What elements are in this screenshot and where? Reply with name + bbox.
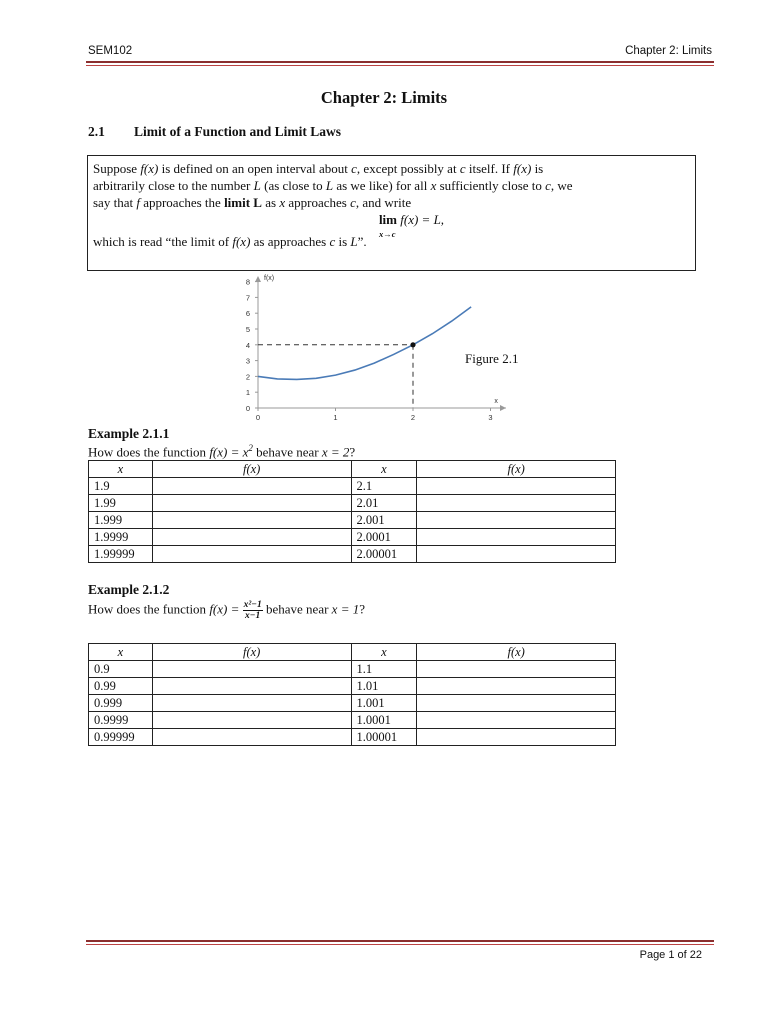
table-cell: 1.99999	[89, 546, 153, 563]
example-2-header-3: f(x)	[417, 644, 616, 661]
table-cell: 0.9	[89, 661, 153, 678]
table-cell: 1.001	[351, 695, 417, 712]
definition-line-1: Suppose f(x) is defined on an open interval about c, except possibly at c itself. If f(x) is	[93, 161, 544, 176]
example-2-header-2: x	[351, 644, 417, 661]
y-tick-label: 0	[245, 404, 250, 413]
section-number: 2.1	[88, 124, 105, 139]
table-row	[89, 529, 616, 546]
table-row	[89, 695, 616, 712]
y-tick-label: 6	[245, 309, 250, 319]
table-cell	[417, 661, 616, 678]
section-heading	[88, 124, 341, 140]
example-1-header-0: x	[89, 461, 153, 478]
header-chapter: Chapter 2: Limits	[625, 45, 712, 57]
table-cell: 1.999	[89, 512, 153, 529]
table-cell	[417, 712, 616, 729]
example-1-header-3: f(x)	[417, 461, 616, 478]
table-cell	[152, 661, 351, 678]
header-course-code: SEM102	[88, 45, 133, 57]
footer-rule	[86, 940, 714, 942]
table-cell	[417, 695, 616, 712]
example-1-question: How does the function $f(x) = x^2$ behave near x = 2?	[88, 443, 356, 460]
table-cell: 1.9999	[89, 529, 153, 546]
table-cell	[417, 529, 616, 546]
definition-box	[87, 155, 696, 271]
example-1-header-1: f(x)	[152, 461, 351, 478]
table-cell: 0.9999	[89, 712, 153, 729]
definition-line-2: arbitrarily close to the number L (as close to L as we like) for all x sufficiently close to c, we	[93, 178, 573, 193]
example-2-table	[88, 643, 616, 746]
x-tick-label: 1	[333, 413, 338, 422]
header-rule-thin	[86, 65, 714, 66]
x-axis-arrow	[500, 405, 506, 411]
y-tick-label: 2	[245, 372, 250, 382]
table-cell: 0.99999	[89, 729, 153, 746]
example-1-title: Example 2.1.1	[88, 426, 170, 441]
table-cell	[152, 495, 351, 512]
table-cell	[417, 495, 616, 512]
table-row	[89, 678, 616, 695]
table-row	[89, 512, 616, 529]
table-cell: 2.00001	[351, 546, 417, 563]
table-cell	[152, 695, 351, 712]
y-tick-label: 7	[245, 293, 250, 303]
limit-subscript: x→c	[379, 229, 396, 239]
table-row	[89, 546, 616, 563]
table-cell	[152, 546, 351, 563]
y-tick-label: 5	[245, 325, 250, 334]
definition-line-5: which is read “the limit of f(x) as approaches c is L”.	[93, 234, 367, 249]
table-cell	[417, 478, 616, 495]
table-cell	[152, 512, 351, 529]
table-cell	[152, 529, 351, 546]
y-tick-label: 4	[245, 340, 250, 350]
table-cell: 0.99	[89, 678, 153, 695]
y-tick-label: 1	[245, 388, 250, 398]
series-line	[258, 307, 471, 380]
figure-label: Figure 2.1	[465, 351, 519, 366]
table-row	[89, 712, 616, 729]
table-cell: 0.999	[89, 695, 153, 712]
definition-line-3: say that f approaches the limit L as x approaches c, and write	[93, 195, 412, 210]
y-tick-label: 8	[245, 277, 250, 287]
table-cell: 1.01	[351, 678, 417, 695]
table-row	[89, 661, 616, 678]
highlight-point	[410, 342, 415, 347]
example-2-question: How does the function f(x) = $\frac{\text{x²−1}}{x-1}$ behave near x = 1?	[88, 600, 365, 621]
table-cell	[152, 729, 351, 746]
table-cell: 1.1	[351, 661, 417, 678]
example-2-header-0: x	[89, 644, 153, 661]
table-cell	[152, 478, 351, 495]
table-row	[89, 478, 616, 495]
example-2-header-1: f(x)	[152, 644, 351, 661]
table-cell: 1.0001	[351, 712, 417, 729]
table-cell: 1.9	[89, 478, 153, 495]
page-number: Page 1 of 22	[639, 949, 702, 961]
x-tick-label: 3	[488, 413, 493, 422]
example-2-title: Example 2.1.2	[88, 582, 170, 597]
y-tick-label: 3	[245, 356, 250, 366]
y-axis-label: f(x)	[264, 275, 275, 282]
table-row	[89, 495, 616, 512]
example-1-table	[88, 460, 616, 563]
page-title: Chapter 2: Limits	[320, 88, 448, 107]
table-row	[89, 729, 616, 746]
x-tick-label: 0	[255, 413, 261, 422]
table-cell: 1.00001	[351, 729, 417, 746]
table-cell: 2.001	[351, 512, 417, 529]
table-cell: 2.01	[351, 495, 417, 512]
x-axis-label: x	[494, 398, 498, 405]
header-rule	[86, 61, 714, 63]
table-cell	[417, 678, 616, 695]
example-1-header-2: x	[351, 461, 417, 478]
table-cell	[152, 712, 351, 729]
table-cell: 2.0001	[351, 529, 417, 546]
section-title: Limit of a Function and Limit Laws	[134, 124, 342, 139]
limit-formula: lim f(x) = L, x→c	[133, 211, 690, 233]
table-cell	[417, 729, 616, 746]
table-cell	[417, 546, 616, 563]
table-cell	[417, 512, 616, 529]
table-cell: 1.99	[89, 495, 153, 512]
figure-chart	[228, 270, 508, 426]
x-tick-label: 2	[410, 413, 416, 422]
footer-rule-thin	[86, 944, 714, 945]
table-cell: 2.1	[351, 478, 417, 495]
table-cell	[152, 678, 351, 695]
fraction: $\frac{\text{x²−1}}{x-1}$	[243, 600, 262, 621]
